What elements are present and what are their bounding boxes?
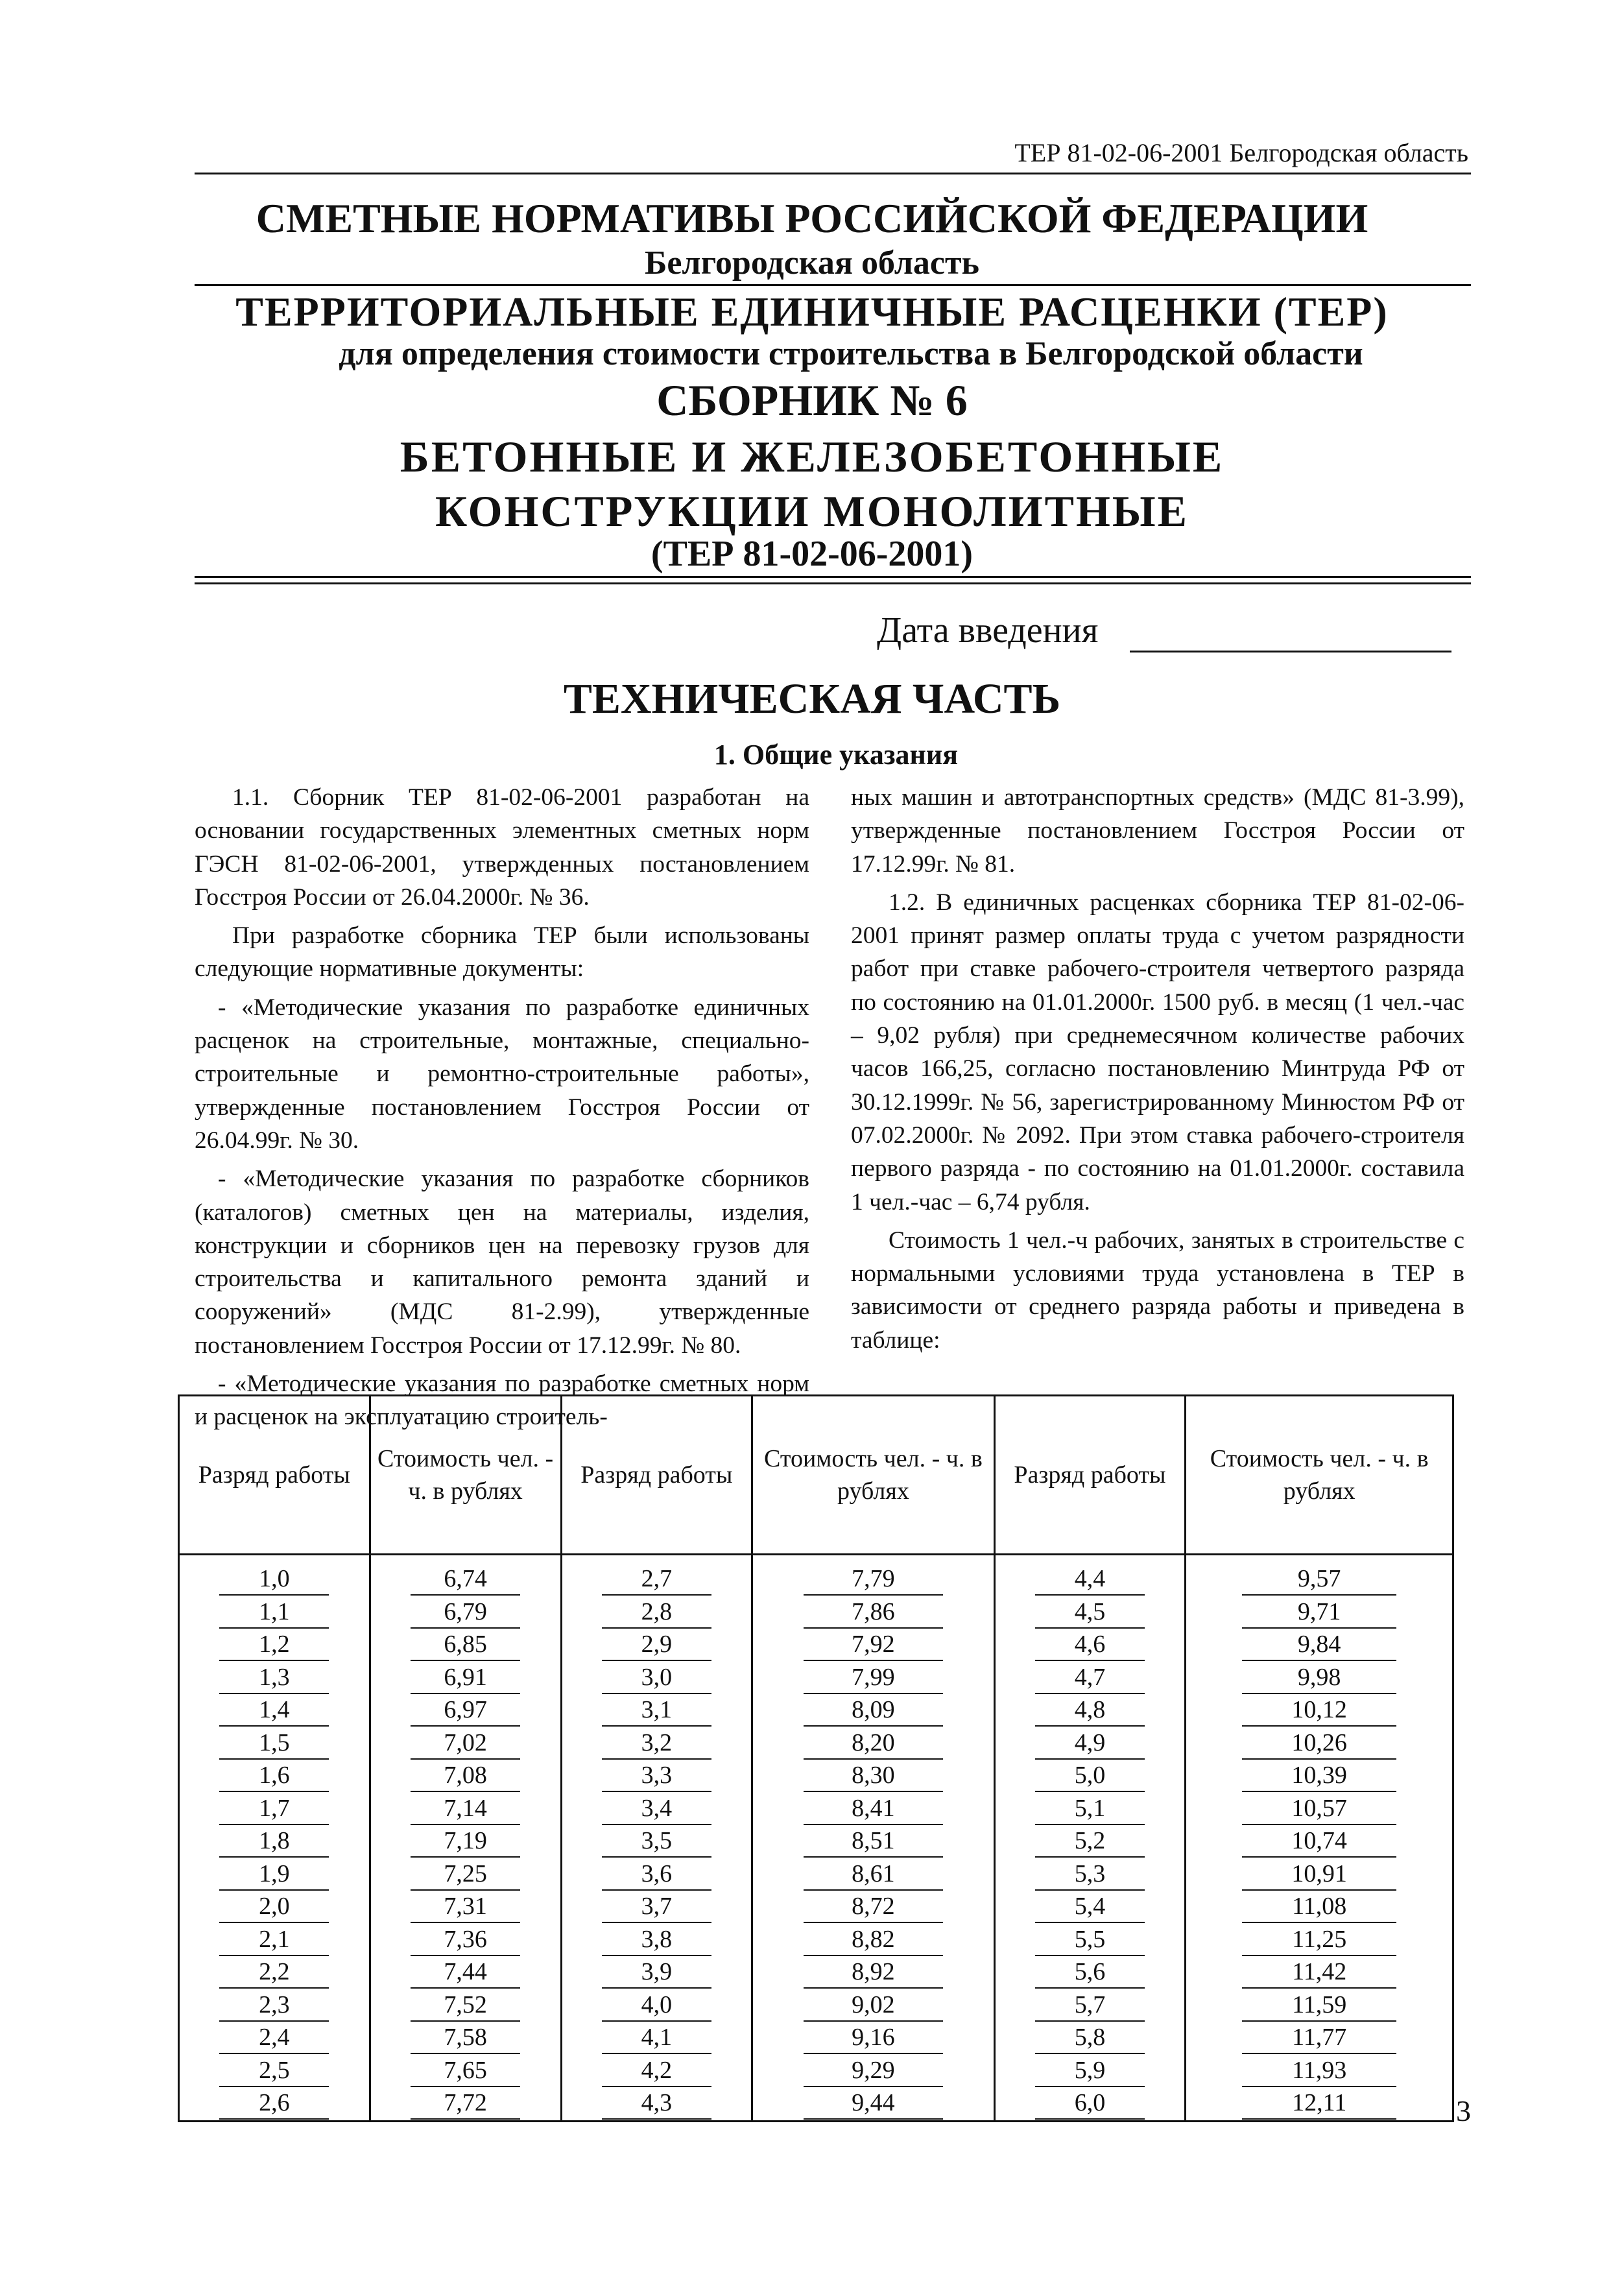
cell-value: 5,9 [1035,2055,1145,2087]
cell-value: 4,1 [602,2022,711,2054]
cell-value: 1,7 [219,1793,329,1825]
collection-title-line-1: БЕТОННЫЕ И ЖЕЛЕЗОБЕТОННЫЕ [400,432,1224,481]
table-cell [561,1555,752,1596]
double-rule-bottom [195,582,1471,584]
table-cell [1186,1956,1453,1989]
table-cell [1186,1662,1453,1695]
cell-value: 10,74 [1242,1825,1396,1858]
table-cell [370,1694,561,1727]
table-header-row [179,1396,1453,1555]
table-cell [1186,1760,1453,1793]
table-row [179,1891,1453,1924]
table-cell [994,1956,1186,1989]
cell-value: 7,25 [411,1858,520,1891]
cell-value: 1,1 [219,1596,329,1629]
table-cell [1186,1727,1453,1760]
table-cell [179,1727,370,1760]
table-cell [370,1891,561,1924]
cell-value: 6,97 [411,1694,520,1727]
cell-value: 5,3 [1035,1858,1145,1891]
table-cell [179,1694,370,1727]
table-row [179,1956,1453,1989]
table-cell [994,1825,1186,1858]
table-body [179,1555,1453,2122]
cell-value: 7,79 [804,1563,943,1596]
cell-value: 4,6 [1035,1629,1145,1661]
table-cell [994,1629,1186,1662]
table-row [179,1924,1453,1957]
table-cell [179,1555,370,1596]
cell-value: 4,3 [602,2087,711,2120]
table-cell [179,1760,370,1793]
table-cell [752,1760,994,1793]
cell-value: 3,4 [602,1793,711,1825]
table-cell [370,1858,561,1891]
cell-value: 9,71 [1242,1596,1396,1629]
table-cell [370,2022,561,2055]
collection-number: СБОРНИК № 6 [656,376,968,425]
cell-value: 3,2 [602,1727,711,1760]
cell-value: 2,0 [219,1891,329,1923]
table-cell [179,1629,370,1662]
left-text-column [195,781,809,1439]
cell-value: 7,86 [804,1596,943,1629]
cell-value: 1,3 [219,1662,329,1694]
table-row [179,2087,1453,2121]
table-cell [1186,1989,1453,2022]
table-cell [370,1662,561,1695]
header-rule [195,173,1471,174]
cell-value: 4,4 [1035,1563,1145,1596]
table-cell [994,1989,1186,2022]
table-cell [1186,1825,1453,1858]
cell-value: 4,2 [602,2055,711,2087]
table-cell [1186,1891,1453,1924]
cell-value: 12,11 [1242,2087,1396,2120]
table-cell [994,2055,1186,2088]
table-cell [752,1793,994,1826]
double-rule-top [195,576,1471,578]
cell-value: 3,9 [602,1956,711,1989]
table-cell [994,1891,1186,1924]
table-cell [561,1694,752,1727]
cell-value: 1,9 [219,1858,329,1891]
cell-value: 6,0 [1035,2087,1145,2120]
table-header-cell: Стоимость чел. - ч. в рублях [1186,1396,1453,1555]
cell-value: 1,4 [219,1694,329,1727]
cell-value: 3,5 [602,1825,711,1858]
table-cell [994,2087,1186,2121]
table-cell [561,2055,752,2088]
cell-value: 7,31 [411,1891,520,1923]
collection-code: (ТЕР 81-02-06-2001) [651,534,973,574]
cell-value: 10,39 [1242,1760,1396,1792]
table-row [179,1596,1453,1629]
table-cell [179,1989,370,2022]
paragraph: ных машин и автотранспортных средств» (МДС 81-3.99), утвержденные постановлением Госстроя России от 17.12.99г. № 81. [851,784,1464,878]
table-header-cell: Стоимость чел. - ч. в рублях [752,1396,994,1555]
table-cell [561,2022,752,2055]
table-cell [370,1924,561,1957]
cell-value: 11,42 [1242,1956,1396,1989]
table-cell [752,1858,994,1891]
table-cell [1186,1555,1453,1596]
cell-value: 5,8 [1035,2022,1145,2054]
cell-value: 3,0 [602,1662,711,1694]
cell-value: 6,85 [411,1629,520,1661]
cell-value: 10,26 [1242,1727,1396,1760]
cell-value: 4,0 [602,1989,711,2022]
cell-value: 1,0 [219,1563,329,1596]
table-cell [752,1989,994,2022]
cell-value: 7,92 [804,1629,943,1661]
table-cell [752,1924,994,1957]
cell-value: 5,2 [1035,1825,1145,1858]
table-cell [994,1924,1186,1957]
cell-value: 9,57 [1242,1563,1396,1596]
cell-value: 8,30 [804,1760,943,1792]
list-item: - «Методические указания по разработке единичных расценок на строительные, монтажные, специально-строительные и ремонтно-строительные работы», утвержденные постановлением Госстроя России от 26.04.99г. № 30. [195,994,809,1154]
cell-value: 8,51 [804,1825,943,1858]
table-cell [752,1891,994,1924]
table-cell [1186,1629,1453,1662]
table-row [179,1727,1453,1760]
table-cell [561,1989,752,2022]
paragraph: 1.1. Сборник ТЕР 81-02-06-2001 разработан на основании государственных элементных сметных норм ГЭСН 81-02-06-2001, утвержденных постановлением Госстроя России от 26.04.2000г. № 36. [195,784,809,911]
cell-value: 1,2 [219,1629,329,1661]
table-cell [752,1662,994,1695]
table-cell [370,1825,561,1858]
table-cell [179,2087,370,2121]
cell-value: 4,7 [1035,1662,1145,1694]
cell-value: 2,4 [219,2022,329,2054]
table-cell [561,1760,752,1793]
table-cell [561,1956,752,1989]
paragraph: Стоимость 1 чел.-ч рабочих, занятых в строительстве с нормальными условиями труда установлена в ТЕР в зависимости от среднего разряда работы и приведена в таблице: [851,1226,1464,1354]
table-cell [561,1825,752,1858]
cell-value: 3,7 [602,1891,711,1923]
cell-value: 2,9 [602,1629,711,1661]
table-row [179,2022,1453,2055]
table-cell [752,1555,994,1596]
introduction-date-blank [1130,651,1451,652]
cell-value: 2,3 [219,1989,329,2022]
cell-value: 4,8 [1035,1694,1145,1727]
cell-value: 7,65 [411,2055,520,2087]
table-cell [1186,2022,1453,2055]
table-cell [994,1727,1186,1760]
cell-value: 1,8 [219,1825,329,1858]
cell-value: 2,2 [219,1956,329,1989]
cell-value: 11,93 [1242,2055,1396,2087]
table-cell [994,1793,1186,1826]
table-cell [561,1662,752,1695]
paragraph: При разработке сборника ТЕР были использованы следующие нормативные документы: [195,922,809,983]
cell-value: 9,16 [804,2022,943,2054]
cell-value: 4,5 [1035,1596,1145,1629]
table-header-cell: Стоимость чел. - ч. в рублях [370,1396,561,1555]
table-cell [994,1555,1186,1596]
table-cell [561,1924,752,1957]
cell-value: 5,1 [1035,1793,1145,1825]
title-line-1: СМЕТНЫЕ НОРМАТИВЫ РОССИЙСКОЙ ФЕДЕРАЦИИ [256,195,1368,241]
table-cell [179,2055,370,2088]
cell-value: 8,61 [804,1858,943,1891]
cell-value: 2,6 [219,2087,329,2120]
cell-value: 4,9 [1035,1727,1145,1760]
cell-value: 8,09 [804,1694,943,1727]
cell-value: 7,72 [411,2087,520,2120]
table-row [179,2055,1453,2088]
table-cell [179,1924,370,1957]
table-cell [752,1596,994,1629]
title-rule-1 [195,284,1471,286]
table-cell [370,1596,561,1629]
cell-value: 6,91 [411,1662,520,1694]
cell-value: 7,02 [411,1727,520,1760]
table-header-cell: Разряд работы [994,1396,1186,1555]
table-cell [1186,1924,1453,1957]
cell-value: 8,72 [804,1891,943,1923]
table-cell [370,1793,561,1826]
table-cell [179,1891,370,1924]
cell-value: 11,77 [1242,2022,1396,2054]
cell-value: 9,29 [804,2055,943,2087]
cell-value: 9,98 [1242,1662,1396,1694]
table-row [179,1858,1453,1891]
table-row [179,1825,1453,1858]
cell-value: 5,6 [1035,1956,1145,1989]
table-cell [994,1858,1186,1891]
table-row [179,1694,1453,1727]
table-cell [179,1793,370,1826]
table-header-cell: Разряд работы [561,1396,752,1555]
subsection-title: 1. Общие указания [713,739,959,771]
list-item: - «Методические указания по разработке сметных норм и расценок на эксплуатацию строитель- [195,1370,809,1431]
table-row [179,1629,1453,1662]
table-cell [370,1956,561,1989]
cell-value: 7,36 [411,1924,520,1956]
table-cell [370,1555,561,1596]
cell-value: 3,6 [602,1858,711,1891]
table-cell [752,2087,994,2121]
table-cell [752,2055,994,2088]
cell-value: 9,02 [804,1989,943,2022]
cell-value: 5,4 [1035,1891,1145,1923]
table-cell [561,1858,752,1891]
cell-value: 5,5 [1035,1924,1145,1956]
table-cell [561,2087,752,2121]
cell-value: 8,20 [804,1727,943,1760]
cell-value: 5,7 [1035,1989,1145,2022]
table-cell [370,2087,561,2121]
table-row [179,1793,1453,1826]
cell-value: 6,79 [411,1596,520,1629]
cell-value: 6,74 [411,1563,520,1596]
cell-value: 3,8 [602,1924,711,1956]
table-cell [752,2022,994,2055]
labor-cost-table [178,1394,1454,2122]
cell-value: 9,84 [1242,1629,1396,1661]
table-cell [370,2055,561,2088]
table-cell [1186,1858,1453,1891]
cell-value: 2,1 [219,1924,329,1956]
cell-value: 7,58 [411,2022,520,2054]
table-cell [179,1956,370,1989]
table-cell [994,1760,1186,1793]
table-cell [994,1662,1186,1695]
cell-value: 7,99 [804,1662,943,1694]
cell-value: 5,0 [1035,1760,1145,1792]
cell-value: 8,92 [804,1956,943,1989]
cell-value: 2,8 [602,1596,711,1629]
table-cell [179,2022,370,2055]
cell-value: 1,6 [219,1760,329,1792]
document-code-header: ТЕР 81-02-06-2001 Белгородская область [1014,138,1468,167]
table-cell [179,1662,370,1695]
cell-value: 11,59 [1242,1989,1396,2022]
table-cell [752,1629,994,1662]
table-cell [994,1694,1186,1727]
section-title: ТЕХНИЧЕСКАЯ ЧАСТЬ [563,675,1061,723]
cell-value: 7,52 [411,1989,520,2022]
table-cell [1186,1694,1453,1727]
table-cell [179,1825,370,1858]
table-cell [994,1596,1186,1629]
paragraph: 1.2. В единичных расценках сборника ТЕР 81-02-06-2001 принят размер оплаты труда с учетом разрядности работ при ставке рабочего-строителя четвертого разряда по состоянию на 01.01.2000г. 1500 руб. в месяц (1 чел.-час – 9,02 рубля) при среднемесячном количестве рабочих часов 166,25, согласно постановлению Минтруда РФ от 30.12.1999г. № 56, зарегистрированному Минюстом РФ от 07.02.2000г. № 2092. При этом ставка рабочего-строителя первого разряда - по состоянию на 01.01.2000г. составила 1 чел.-час – 6,74 рубля. [851,889,1464,1215]
cell-value: 1,5 [219,1727,329,1760]
cell-value: 7,08 [411,1760,520,1792]
cell-value: 2,7 [602,1563,711,1596]
cell-value: 3,1 [602,1694,711,1727]
table-row [179,1989,1453,2022]
table-cell [179,1858,370,1891]
table-cell [752,1956,994,1989]
table-cell [370,1760,561,1793]
title-line-3: ТЕРРИТОРИАЛЬНЫЕ ЕДИНИЧНЫЕ РАСЦЕНКИ (ТЕР) [235,289,1389,335]
page-number: 3 [1456,2094,1471,2127]
table-cell [1186,1596,1453,1629]
cell-value: 7,44 [411,1956,520,1989]
cell-value: 8,41 [804,1793,943,1825]
table-cell [561,1727,752,1760]
table-cell [752,1727,994,1760]
cell-value: 10,57 [1242,1793,1396,1825]
collection-title [0,429,1624,538]
table-cell [561,1891,752,1924]
table-cell [1186,2087,1453,2121]
cell-value: 8,82 [804,1924,943,1956]
table-cell [179,1596,370,1629]
table-cell [370,1989,561,2022]
table-cell [994,2022,1186,2055]
cell-value: 10,12 [1242,1694,1396,1727]
table-cell [561,1629,752,1662]
title-region: Белгородская область [644,245,980,281]
table-cell [370,1629,561,1662]
right-text-column [851,781,1464,1362]
table-row [179,1760,1453,1793]
table-cell [752,1694,994,1727]
cell-value: 7,19 [411,1825,520,1858]
table-header-cell: Разряд работы [179,1396,370,1555]
cell-value: 7,14 [411,1793,520,1825]
table-cell [561,1793,752,1826]
table-row [179,1555,1453,1596]
table-cell [1186,1793,1453,1826]
cell-value: 9,44 [804,2087,943,2120]
table-cell [561,1596,752,1629]
table-cell [1186,2055,1453,2088]
cell-value: 11,08 [1242,1891,1396,1923]
table-row [179,1662,1453,1695]
cell-value: 2,5 [219,2055,329,2087]
title-line-4: для определения стоимости строительства в Белгородской области [339,335,1363,372]
collection-title-line-2: КОНСТРУКЦИИ МОНОЛИТНЫЕ [435,486,1189,536]
list-item: - «Методические указания по разработке сборников (каталогов) сметных цен на материалы, изделия, конструкции и сборников цен на перевозку грузов для строительства и капитального ремонта зданий и сооружений» (МДС 81-2.99), утвержденные постановлением Госстроя России от 17.12.99г. № 80. [195,1166,809,1359]
table-cell [752,1825,994,1858]
cell-value: 3,3 [602,1760,711,1792]
introduction-date-label: Дата введения [877,610,1099,651]
table-cell [370,1727,561,1760]
cell-value: 10,91 [1242,1858,1396,1891]
cell-value: 11,25 [1242,1924,1396,1956]
